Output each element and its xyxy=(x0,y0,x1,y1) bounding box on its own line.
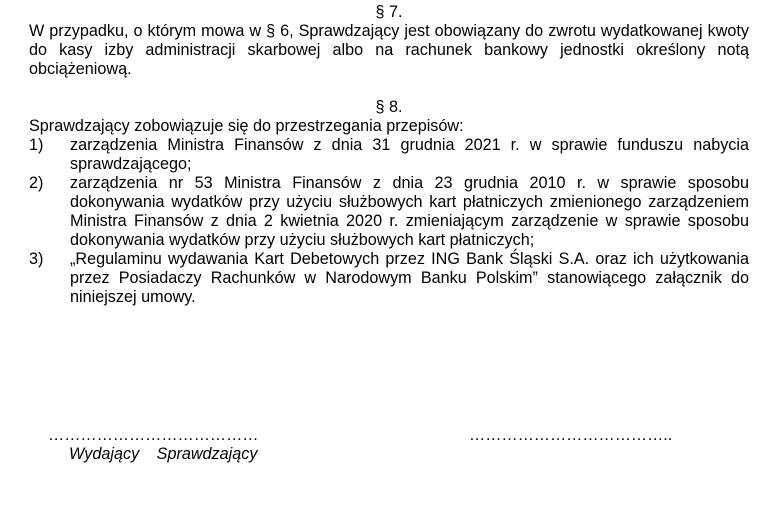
section-8-intro: Sprawdzający zobowiązuje się do przestrzegania przepisów: xyxy=(29,117,464,135)
list-item-number: 1) xyxy=(29,136,44,154)
list-item-text: zarządzenia Ministra Finansów z dnia 31 grudnia 2021 r. w sprawie funduszu nabycia sprawdzającego; xyxy=(70,136,749,173)
signature-labels xyxy=(69,445,257,464)
list-item-text: zarządzenia nr 53 Ministra Finansów z dnia 23 grudnia 2010 r. w sprawie sposobu dokonywania wydatków przy użyciu służbowych kart płatniczych zmienionego zarządzeniem Ministra Finansów z dnia 2 kwietnia 2020 r. zmieniającym zarządzenie w sprawie sposobu dokonywania wydatków przy użyciu służbowych kart płatniczych; xyxy=(70,174,749,249)
signature-line-right: ……………………………….. xyxy=(469,426,673,444)
signature-label-issuer: Wydający xyxy=(69,445,140,463)
document-page xyxy=(29,3,749,307)
signature-label-checker: Sprawdzający xyxy=(156,445,258,463)
regulations-list xyxy=(29,136,749,307)
list-item xyxy=(29,250,749,307)
section-7-heading: § 7. xyxy=(375,3,403,21)
list-item xyxy=(29,136,749,174)
list-item-number: 2) xyxy=(29,174,44,192)
spacer xyxy=(29,79,749,98)
section-7-text: W przypadku, o którym mowa w § 6, Sprawdzający jest obowiązany do zwrotu wydatkowanej kwoty do kasy izby administracji skarbowej albo na rachunek bankowy jednostki określony notą obciążeniową. xyxy=(29,22,749,78)
list-item-text: „Regulaminu wydawania Kart Debetowych przez ING Bank Śląski S.A. oraz ich użytkowania przez Posiadaczy Rachunków w Narodowym Banku Polskim” stanowiącego załącznik do niniejszej umowy. xyxy=(70,250,749,306)
section-8-heading: § 8. xyxy=(375,98,403,116)
list-item-number: 3) xyxy=(29,250,44,268)
list-item xyxy=(29,174,749,250)
signature-line-left: ………………………………… xyxy=(48,426,259,444)
